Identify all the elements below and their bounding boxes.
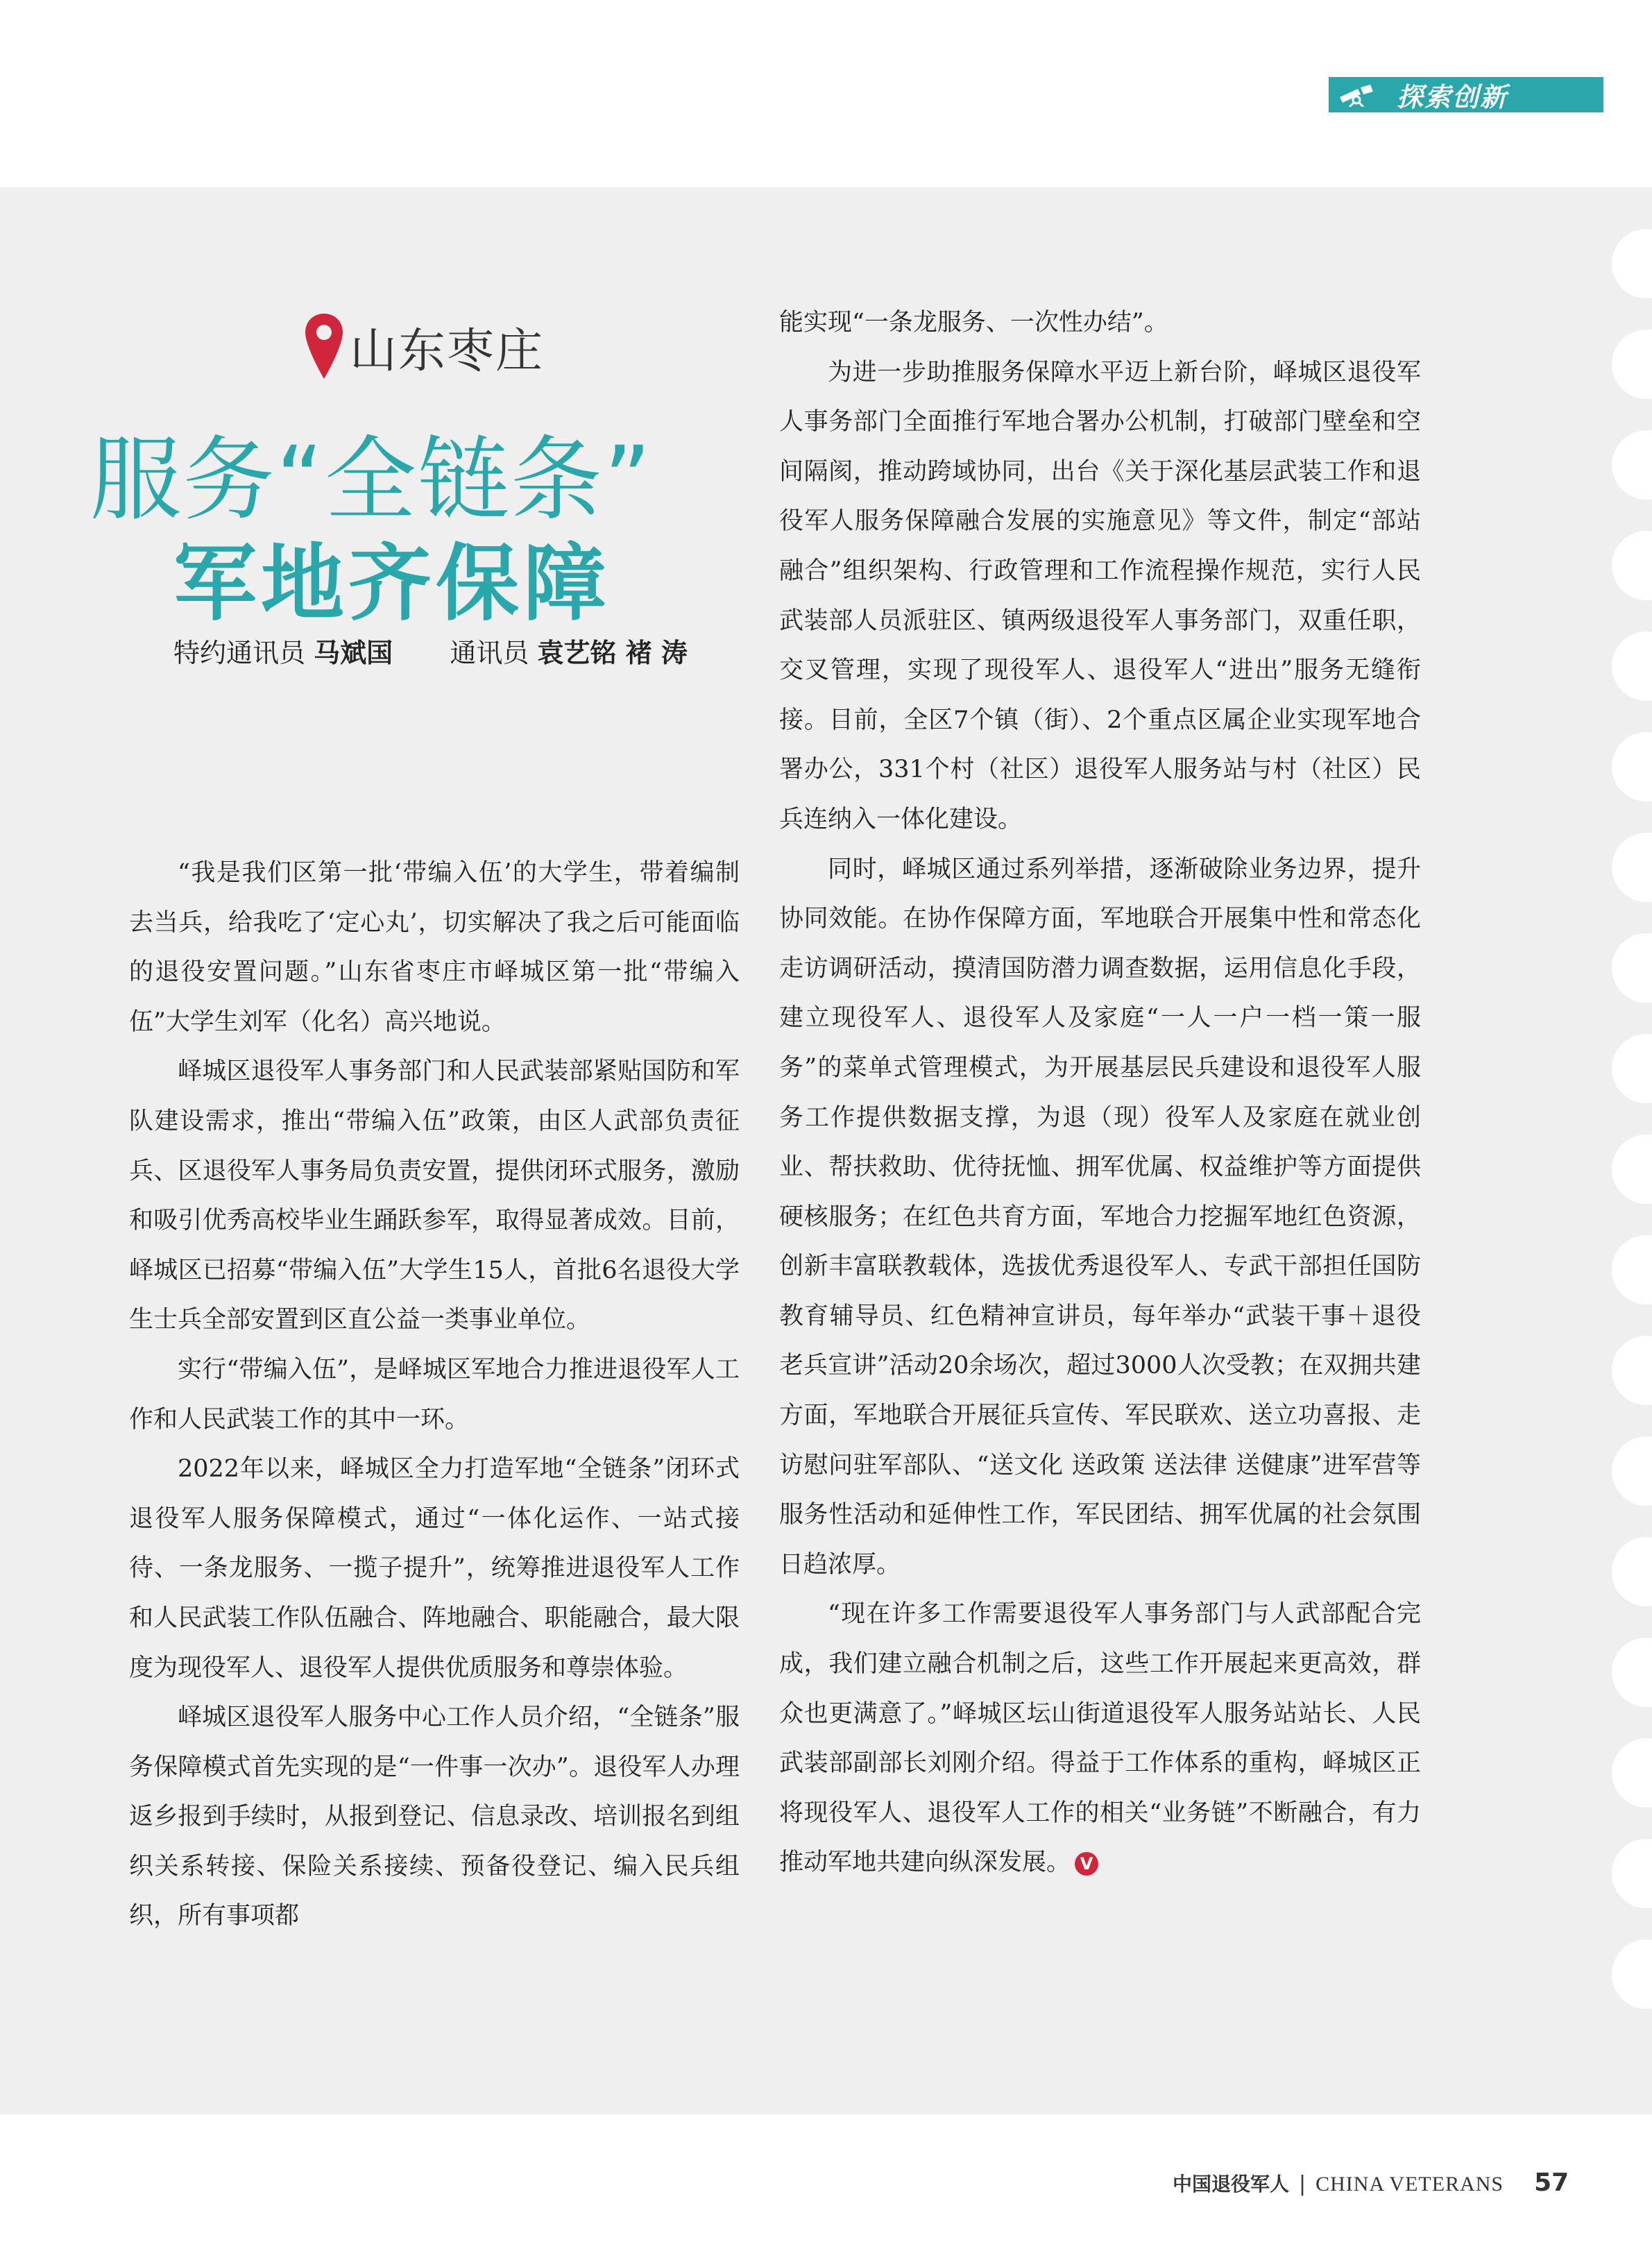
paragraph: 同时，峄城区通过系列举措，逐渐破除业务边界，提升协同效能。在协作保障方面，军地联合开展集中性和常态化走访调研活动，摸清国防潜力调查数据，运用信息化手段，建立现役军人、退役军人及家庭“一人一户一档一策一服务”的菜单式管理模式，为开展基层民兵建设和退役军人服务工作提供数据支撑，为退（现）役军人及家庭在就业创业、帮扶救助、优待抚恤、拥军优属、权益维护等方面提供硬核服务；在红色共育方面，军地合力挖掘军地红色资源，创新丰富联教载体，选拔优秀退役军人、专武干部担任国防教育辅导员、红色精神宣讲员，每年举办“武装干事＋退役老兵宣讲”活动20余场次，超过3000人次受教；在双拥共建方面，军地联合开展征兵宣传、军民联欢、送立功喜报、走访慰问驻军部队、“送文化 送政策 送法律 送健康”进军营等服务性活动和延伸性工作，军民团结、拥军优属的社会氛围日趋浓厚。 <box>779 855 1421 1579</box>
end-mark-icon: V <box>1075 1852 1098 1876</box>
paragraph: 峄城区退役军人事务部门和人民武装部紧贴国防和军队建设需求，推出“带编入伍”政策，由区人武部负责征兵、区退役军人事务局负责安置，提供闭环式服务，激励和吸引优秀高校毕业生踊跃参军，取得显著成效。目前，峄城区已招募“带编入伍”大学生15人，首批6名退役大学生士兵全部安置到区直公益一类事业单位。 <box>129 1058 740 1334</box>
byline-name-1: 马斌国 <box>314 638 393 668</box>
paragraph-final <box>779 1590 1421 1888</box>
section-tag-label: 探索创新 <box>1397 82 1508 112</box>
map-pin-icon <box>304 312 344 382</box>
page-footer <box>1173 2168 1569 2197</box>
footer-separator: | <box>1299 2172 1306 2196</box>
paragraph: 2022年以来，峄城区全力打造军地“全链条”闭环式退役军人服务保障模式，通过“一体化运作、一站式接待、一条龙服务、一揽子提升”，统筹推进退役军人工作和人民武装工作队伍融合、阵地融合、职能融合，最大限度为现役军人、退役军人提供优质服务和尊崇体验。 <box>129 1455 740 1682</box>
article-column-right <box>779 298 1421 1888</box>
paragraph: “我是我们区第一批‘带编入伍’的大学生，带着编制去当兵，给我吃了‘定心丸’，切实解决了我之后可能面临的退役安置问题。”山东省枣庄市峄城区第一批“带编入伍”大学生刘军（化名）高兴地说。 <box>129 859 740 1036</box>
headline-line-1: 服务“全链条” <box>90 427 653 534</box>
punched-edge <box>1576 187 1652 2114</box>
byline <box>173 631 688 670</box>
magazine-name: 中国退役军人 <box>1173 2173 1290 2196</box>
paragraph-continuation: 能实现“一条龙服务、一次性办结”。 <box>779 309 1168 337</box>
headline-line-2: 军地齐保障 <box>173 536 611 632</box>
paragraph: 峄城区退役军人服务中心工作人员介绍，“全链条”服务保障模式首先实现的是“一件事一次办”。退役军人办理返乡报到手续时，从报到登记、信息录改、培训报名到组织关系转接、保险关系接续、预备役登记、编入民兵组织，所有事项都 <box>129 1704 740 1930</box>
paragraph-final-text: “现在许多工作需要退役军人事务部门与人武部配合完成，我们建立融合机制之后，这些工作开展起来更高效，群众也更满意了。”峄城区坛山街道退役军人服务站站长、人民武装部副部长刘刚介绍。得益于工作体系的重构，峄城区正将现役军人、退役军人工作的相关“业务链”不断融合，有力推动军地共建向纵深发展。 <box>779 1600 1421 1877</box>
magazine-name-en: CHINA VETERANS <box>1315 2173 1504 2196</box>
article-column-left <box>129 849 740 1942</box>
byline-role-1: 特约通讯员 <box>173 638 306 668</box>
location-label <box>304 312 544 382</box>
telescope-icon <box>1329 77 1384 112</box>
paragraph: 为进一步助推服务保障水平迈上新台阶，峄城区退役军人事务部门全面推行军地合署办公机制，打破部门壁垒和空间隔阂，推动跨域协同，出台《关于深化基层武装工作和退役军人服务保障融合发展的实施意见》等文件，制定“部站融合”组织架构、行政管理和工作流程操作规范，实行人民武装部人员派驻区、镇两级退役军人事务部门，双重任职，交叉管理，实现了现役军人、退役军人“进出”服务无缝衔接。目前，全区7个镇（街）、2个重点区属企业实现军地合署办公，331个村（社区）退役军人服务站与村（社区）民兵连纳入一体化建设。 <box>779 358 1421 833</box>
page-number: 57 <box>1534 2168 1569 2197</box>
byline-name-2: 袁艺铭 褚 涛 <box>537 638 688 668</box>
section-tag <box>1329 77 1603 112</box>
byline-role-2: 通讯员 <box>450 638 529 668</box>
paragraph: 实行“带编入伍”，是峄城区军地合力推进退役军人工作和人民武装工作的其中一环。 <box>129 1355 740 1434</box>
location-text: 山东枣庄 <box>350 323 545 379</box>
